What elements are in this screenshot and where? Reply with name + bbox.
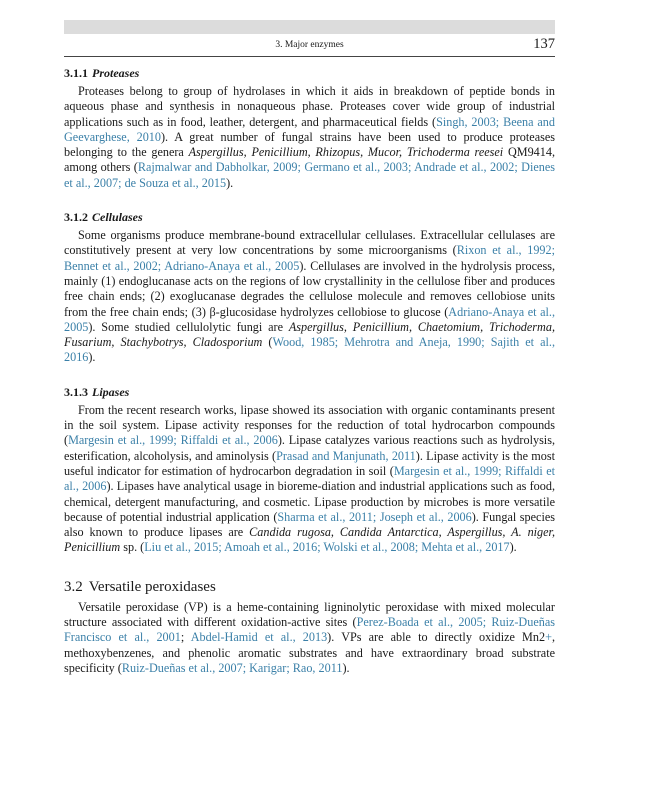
citation-link[interactable]: Margesin et al., 1999; Riffaldi et al., 2006 [64, 463, 555, 494]
body-text: ). VPs are able to directly oxidize Mn2 [327, 630, 546, 645]
section-heading-cellulases: 3.1.2 Cellulases [64, 210, 143, 225]
body-text: ). Cellulases are involved in the hydrolysis process, mainly (1) endoglucanase acts on the regions of low crystallinity in the cellulose fiber and produces free chain ends; (2) exoglucanase degrades the cellulose molecule and removes cellobiose units from the free chain ends; (3) β-glucosidase hydrolyzes cellobiose to glucose ( [64, 258, 555, 319]
citation-link[interactable]: Rajmalwar and Dabholkar, 2009; Germano et al., 2003; Andrade et al., 2002; Dienes et al., 2007; de Souza et al., 2015 [64, 160, 555, 190]
running-header [64, 36, 555, 57]
body-text: ). Lipases have analytical usage in bioreme-diation and industrial applications such as food, chemical, detergent manufacturing, and cosmetic. Lipase production by microbes is more versatile because of potential industrial application ( [64, 479, 555, 524]
body-text: ). Lipase catalyzes various reactions such as hydrolysis, esterification, alcoholysis, and aminolysis ( [64, 433, 555, 463]
citation-link[interactable]: Wood, 1985; Mehrotra and Aneja, 1990; Sajith et al., 2016 [64, 335, 556, 365]
citation-link[interactable]: Perez-Boada et al., 2005; Ruiz-Dueñas Francisco et al., 2001 [64, 615, 555, 645]
body-text: Versatile peroxidase (VP) is a heme-containing ligninolytic peroxidase with mixed molecular structure associated with different oxidation-active sites ( [64, 599, 555, 630]
body-text: ). Fungal species also known to produce lipases are [64, 509, 555, 540]
citation-link[interactable]: + [545, 630, 552, 645]
body-text: Some organisms produce membrane-bound extracellular cellulases. Extracellular cellulases are constitutively present at very low concentrations by some microorganisms ( [64, 228, 555, 258]
citation-link[interactable]: Adriano-Anaya et al., 2005 [64, 304, 555, 334]
page-number: 137 [533, 36, 555, 52]
body-text: ( [262, 335, 273, 350]
header-bar [64, 20, 555, 34]
body-text: ; [180, 630, 191, 645]
body-text: QM9414, among others ( [64, 145, 556, 175]
body-text: ). [226, 175, 234, 190]
citation-link[interactable]: Rixon et al., 1992; Bennet et al., 2002; Adriano-Anaya et al., 2005 [64, 243, 555, 273]
paragraph-lipases [64, 403, 555, 556]
body-text: , methoxybenzenes, and phenolic aromatic substrates and have extraordinary broad substrate specificity ( [64, 630, 555, 675]
citation-link[interactable]: Prasad and Manjunath, 2011 [276, 448, 416, 463]
section-heading-versatile-peroxidases: 3.2 Versatile peroxidases [64, 578, 216, 595]
body-text: ). [509, 540, 517, 555]
paragraph-cellulases [64, 228, 555, 366]
page-body [64, 66, 555, 676]
citation-link[interactable]: Margesin et al., 1999; Riffaldi et al., 2006 [68, 433, 278, 448]
italic-text: Candida rugosa, Candida Antarctica, Aspergillus, A. niger, Penicillium [64, 525, 555, 555]
body-text: ). [342, 660, 350, 675]
citation-link[interactable]: Singh, 2003; Beena and Geevarghese, 2010 [64, 114, 555, 144]
running-title: 3. Major enzymes [275, 40, 344, 50]
body-text: ). [88, 350, 96, 365]
body-text: Proteases belong to group of hydrolases in which it aids in breakdown of peptide bonds in aqueous phase and synthesis in nonaqueous phase. Proteases cover wide group of industrial applications such as in food, leather, detergent, and pharmaceutical fields ( [64, 84, 555, 129]
body-text: sp. ( [120, 540, 145, 555]
citation-link[interactable]: Abdel-Hamid et al., 2013 [190, 630, 328, 645]
citation-link[interactable]: Sharma et al., 2011; Joseph et al., 2006 [277, 509, 472, 524]
italic-text: Aspergillus, Penicillium, Rhizopus, Mucor, Trichoderma reesei [188, 145, 504, 160]
body-text: From the recent research works, lipase showed its association with organic contaminants present in the soil system. Lipase activity responses for the reduction of total hydrocarbon compounds ( [64, 402, 555, 448]
citation-link[interactable]: Liu et al., 2015; Amoah et al., 2016; Wolski et al., 2008; Mehta et al., 2017 [144, 540, 510, 555]
paragraph-versatile-peroxidases [64, 600, 555, 676]
section-heading-lipases: 3.1.3 Lipases [64, 384, 130, 399]
citation-link[interactable]: Ruiz-Dueñas et al., 2007; Karigar; Rao, 2011 [121, 660, 343, 675]
body-text: ). Some studied cellulolytic fungi are [88, 319, 289, 334]
body-text: ). Lipase activity is the most useful indicator for estimation of hydrocarbon degradation in soil ( [64, 448, 555, 478]
italic-text: Aspergillus, Penicillium, Chaetomium, Trichoderma, Fusarium, Stachybotrys, Cladosporium [64, 319, 555, 350]
paragraph-proteases [64, 84, 555, 191]
body-text: ). A great number of fungal strains have been used to produce proteases belonging to the genera [64, 129, 555, 160]
section-heading-proteases: 3.1.1 Proteases [64, 66, 140, 80]
